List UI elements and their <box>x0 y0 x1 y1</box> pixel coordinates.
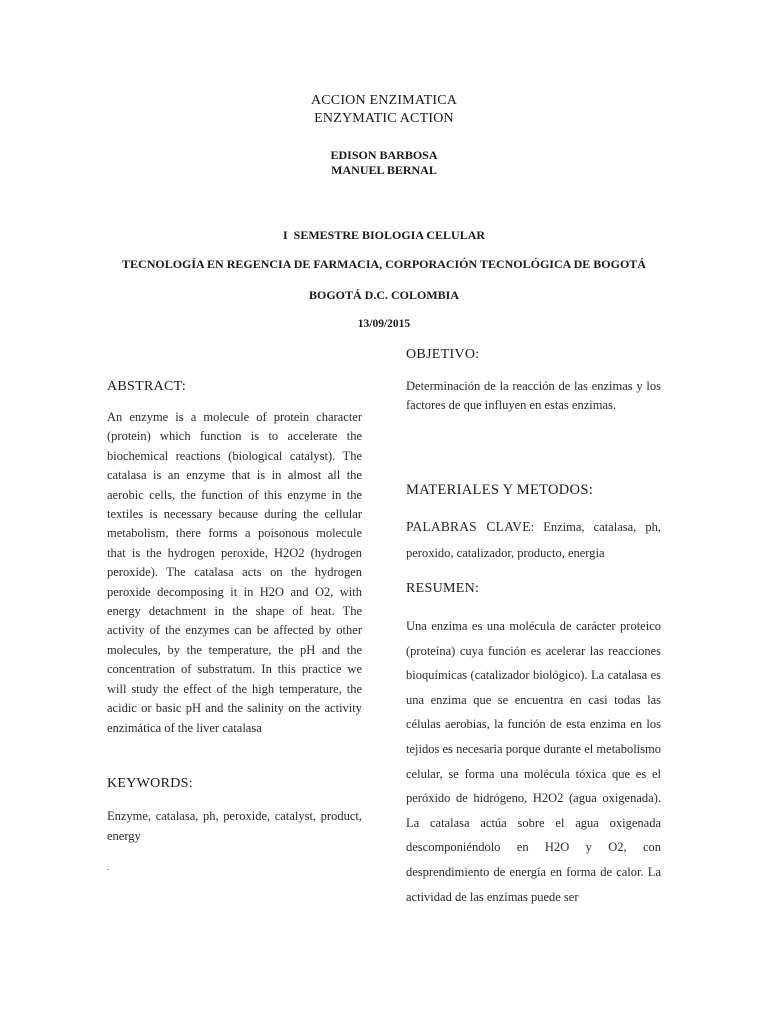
date-line: 13/09/2015 <box>357 318 411 330</box>
author-list <box>0 148 768 178</box>
title-spanish: ACCION ENZIMATICA <box>310 93 458 108</box>
resumen-heading: RESUMEN: <box>406 581 480 596</box>
stray-mark: . <box>107 862 110 873</box>
abstract-heading: ABSTRACT: <box>107 379 187 394</box>
palabras-clave-label: PALABRAS CLAVE <box>406 519 531 534</box>
institution-line: TECNOLOGÍA EN REGENCIA DE FARMACIA, CORPORACIÓN TECNOLÓGICA DE BOGOTÁ <box>122 257 646 271</box>
objetivo-heading: OBJETIVO: <box>406 347 480 362</box>
palabras-clave <box>406 514 661 566</box>
course-line: I SEMESTRE BIOLOGIA CELULAR <box>282 228 486 242</box>
city-line: BOGOTÁ D.C. COLOMBIA <box>308 288 459 302</box>
materiales-heading: MATERIALES Y METODOS: <box>406 482 594 498</box>
author-name: EDISON BARBOSA <box>330 148 438 162</box>
paper-title <box>0 92 768 128</box>
title-english: ENZYMATIC ACTION <box>314 111 454 126</box>
keywords-heading: KEYWORDS: <box>107 776 193 791</box>
author-name: MANUEL BERNAL <box>331 163 437 177</box>
objetivo-text: Determinación de la reacción de las enzimas y los factores de que influyen en estas enzimas. <box>406 379 661 412</box>
keywords-text: Enzyme, catalasa, ph, peroxide, catalyst, product, energy <box>107 809 362 843</box>
palabras-clave-text: : Enzima, catalasa, ph, peroxido, catalizador, producto, energia <box>406 520 661 560</box>
abstract-text: An enzyme is a molecule of protein character (protein) which function is to accelerate the biochemical reactions (biological catalyst). The catalasa is an enzyme that is in almost all the aerobic cells, the function of this enzyme in the textiles is necessary because during the cellular metabolism, there forms a poisonous molecule that is the hydrogen peroxide, H2O2 (hydrogen peroxide). The catalasa acts on the hydrogen peroxide decomposing it in H2O and O2, with energy detachment in the shape of heat. The activity of the enzymes can be affected by other molecules, by the temperature, the pH and the concentration of substratum. In this practice we will study the effect of the high temperature, the acidic or basic pH and the salinity on the activity enzimática of the liver catalasa <box>107 410 362 735</box>
resumen-text: Una enzima es una molécula de carácter proteico (proteína) cuya función es acelerar las reacciones bioquímicas (catalizador biológico). La catalasa es una enzima que se encuentra en casi todas las células aerobias, la función de esta enzima en los tejidos es necesaria porque durante el metabolismo celular, se forma una molécula tóxica que es el peróxido de hidrógeno, H2O2 (agua oxigenada). La catalasa actúa sobre el agua oxigenada descomponiéndolo en H2O y O2, con desprendimiento de energía en forma de calor. La actividad de las enzimas puede ser <box>406 619 661 904</box>
